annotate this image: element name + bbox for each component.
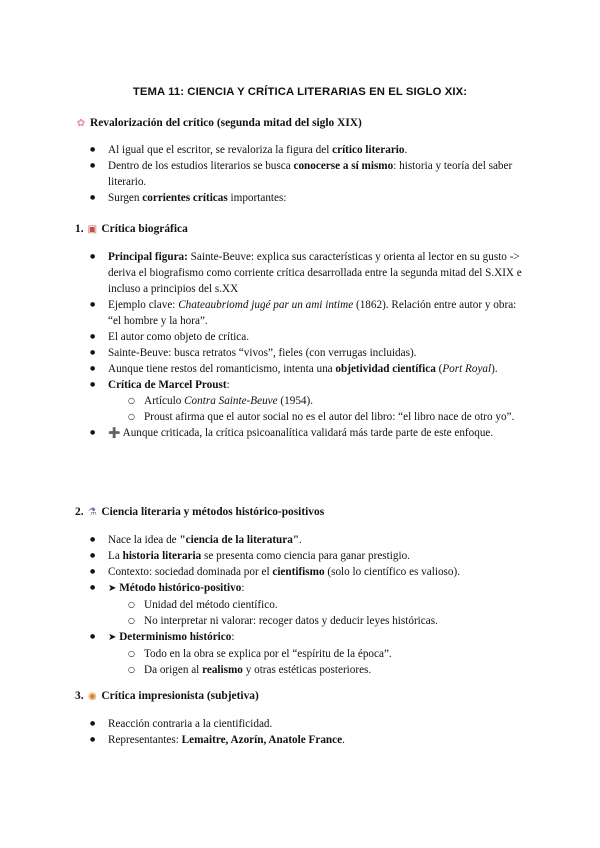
list-item: ● Al igual que el escritor, se revaloriza la figura del crítico literario. [90, 142, 530, 158]
section-heading-ciencia-literaria: 2. ⚗ Ciencia literaria y métodos histórico-positivos [75, 504, 324, 521]
list-item: ● Contexto: sociedad dominada por el cientifismo (solo lo científico es valioso). [90, 564, 530, 580]
sub-list-item: ○ Proust afirma que el autor social no es el autor del libro: “el libro nace de otro yo”. [128, 409, 530, 425]
section-heading-text: Crítica impresionista (subjetiva) [101, 690, 259, 702]
list-item: ● ➤ Determinismo histórico: ○ Todo en la obra se explica por el “espíritu de la época”. ○ Da origen al realismo y otras estéticas posteriores. [90, 629, 530, 678]
list-item: ● Representantes: Lemaitre, Azorín, Anatole France. [90, 732, 530, 748]
section-heading-critica-biografica: 1. ▣ Crítica biográfica [75, 221, 188, 238]
list-item: ● Aunque tiene restos del romanticismo, intenta una objetividad científica (Port Royal). [90, 361, 530, 377]
sub-list-item: ○ Da origen al realismo y otras estéticas posteriores. [128, 662, 530, 678]
list-item: ● Sainte-Beuve: busca retratos “vivos”, fieles (con verrugas incluidas). [90, 345, 530, 361]
sub-list-item: ○ No interpretar ni valorar: recoger datos y deducir leyes históricas. [128, 613, 530, 629]
arrow-icon: ➤ [108, 583, 117, 594]
sub-list [108, 393, 530, 425]
sub-list-item: ○ Artículo Contra Sainte-Beuve (1954). [128, 393, 530, 409]
section-heading-revalorizacion [75, 115, 362, 132]
list-item: ● Nace la idea de "ciencia de la literatura". [90, 532, 530, 548]
list-item: ● Ejemplo clave: Chateaubriomd jugé par un ami intime (1862). Relación entre autor y obra: “el hombre y la hora”. [90, 297, 530, 329]
page-title: TEMA 11: CIENCIA Y CRÍTICA LITERARIAS EN EL SIGLO XIX: [132, 86, 468, 98]
list-item: ● ➤ Método histórico-positivo: ○ Unidad del método científico. ○ No interpretar ni valorar: recoger datos y deducir leyes históricas. [90, 580, 530, 629]
section-heading-critica-impresionista: 3. ◉ Crítica impresionista (subjetiva) [75, 688, 259, 705]
sub-list [108, 646, 530, 678]
palette-icon: ◉ [88, 691, 97, 702]
list-item: ● Reacción contraria a la cientificidad. [90, 716, 530, 732]
bullet-list [90, 716, 530, 748]
list-item: ● Surgen corrientes críticas importantes: [90, 190, 530, 206]
arrow-icon: ➤ [108, 632, 117, 643]
bullet-list [90, 249, 530, 442]
list-item: ● ➕ Aunque criticada, la crítica psicoanalítica validará más tarde parte de este enfoque. [90, 425, 530, 442]
section-heading-text: Crítica biográfica [101, 223, 188, 235]
bullet-list [90, 142, 530, 206]
plus-icon: ➕ [108, 428, 121, 439]
books-icon: ▣ [87, 224, 98, 235]
list-item: ● El autor como objeto de crítica. [90, 329, 530, 345]
section-heading-text: Ciencia literaria y métodos histórico-positivos [101, 506, 325, 518]
sub-list-item: ○ Todo en la obra se explica por el “espíritu de la época”. [128, 646, 530, 662]
sub-list [108, 597, 530, 629]
brain-icon: ✿ [76, 118, 86, 129]
list-item: ● Principal figura: Sainte-Beuve: explica sus características y orienta al lector en su gusto -> deriva el biografismo como corriente crítica desarrollada entre la segunda mitad del S.XIX e incluso a principios del s.XX [90, 249, 530, 297]
list-item: ● La historia literaria se presenta como ciencia para ganar prestigio. [90, 548, 530, 564]
microscope-icon: ⚗ [87, 507, 97, 518]
sub-list-item: ○ Unidad del método científico. [128, 597, 530, 613]
section-heading-text: Revalorización del crítico (segunda mitad del siglo XIX) [90, 117, 362, 129]
bullet-list [90, 532, 530, 678]
list-item: ● Dentro de los estudios literarios se busca conocerse a sí mismo: historia y teoría del saber literario. [90, 158, 530, 190]
list-item: ● Crítica de Marcel Proust: ○ Artículo Contra Sainte-Beuve (1954). ○ Proust afirma que el autor social no es el autor del libro: “el libro nace de otro yo”. [90, 377, 530, 425]
